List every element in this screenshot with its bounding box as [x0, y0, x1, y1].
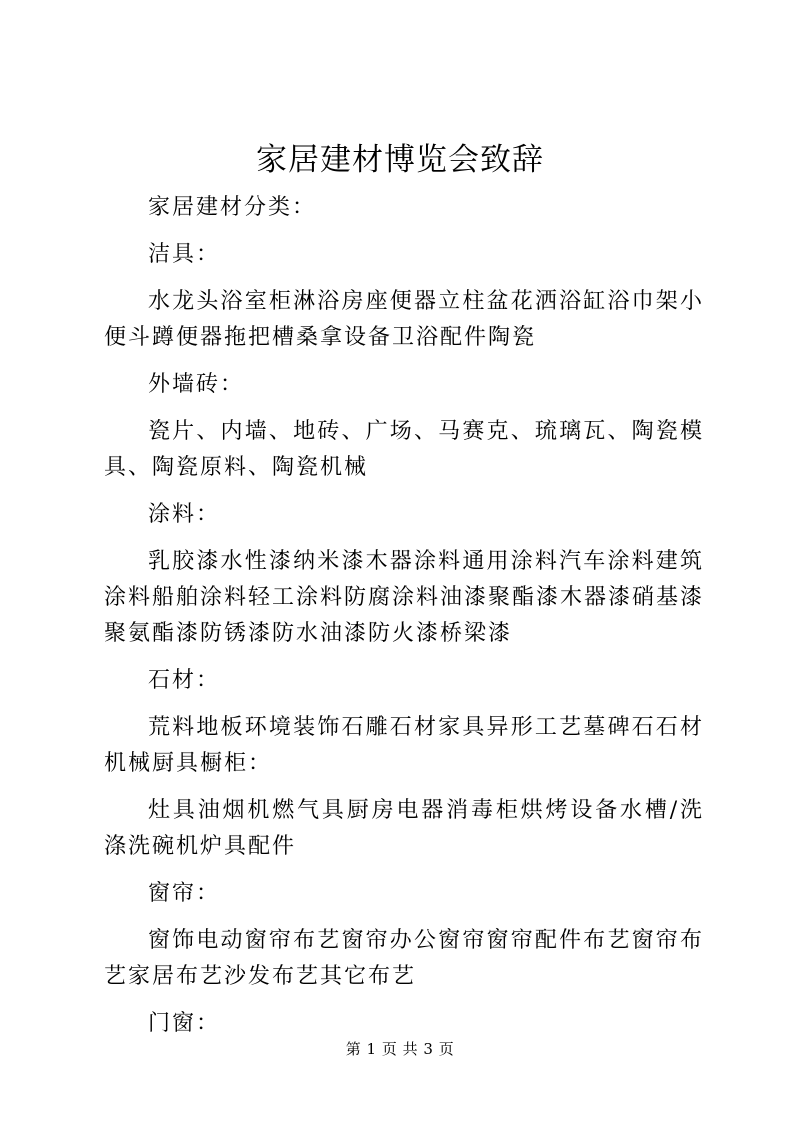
section-label-exterior-tiles: 外墙砖：: [148, 372, 245, 397]
section-label-sanitary-ware: 洁具：: [148, 242, 221, 267]
section-label-curtains: 窗帘：: [148, 881, 221, 906]
paragraph-kitchen: 灶具油烟机燃气具厨房电器消毒柜烘烤设备水槽/洗涤洗碗机炉具配件: [104, 798, 704, 859]
paragraph-sanitary-ware: 水龙头浴室柜淋浴房座便器立柱盆花洒浴缸浴巾架小便斗蹲便器拖把槽桑拿设备卫浴配件陶瓷: [104, 289, 704, 350]
paragraph-curtains: 窗饰电动窗帘布艺窗帘办公窗帘窗帘配件布艺窗帘布艺家居布艺沙发布艺其它布艺: [104, 928, 704, 989]
section-label-category: 家居建材分类：: [148, 195, 317, 220]
paragraph-exterior-tiles: 瓷片、内墙、地砖、广场、马赛克、琉璃瓦、陶瓷模具、陶瓷原料、陶瓷机械: [104, 419, 704, 480]
section-label-coatings: 涂料：: [148, 502, 221, 527]
document-body: [104, 190, 704, 1053]
page-title: 家居建材博览会致辞: [256, 142, 544, 178]
section-label-stone: 石材：: [148, 668, 221, 693]
paragraph-stone: 荒料地板环境装饰石雕石材家具异形工艺墓碑石石材机械厨具橱柜：: [104, 715, 704, 776]
paragraph-coatings: 乳胶漆水性漆纳米漆木器涂料通用涂料汽车涂料建筑涂料船舶涂料轻工涂料防腐涂料油漆聚酯漆木器漆硝基漆聚氨酯漆防锈漆防水油漆防火漆桥梁漆: [104, 549, 705, 646]
section-label-doors-windows: 门窗：: [148, 1011, 221, 1036]
page-footer: 第 1 页 共 3 页: [345, 1040, 455, 1058]
